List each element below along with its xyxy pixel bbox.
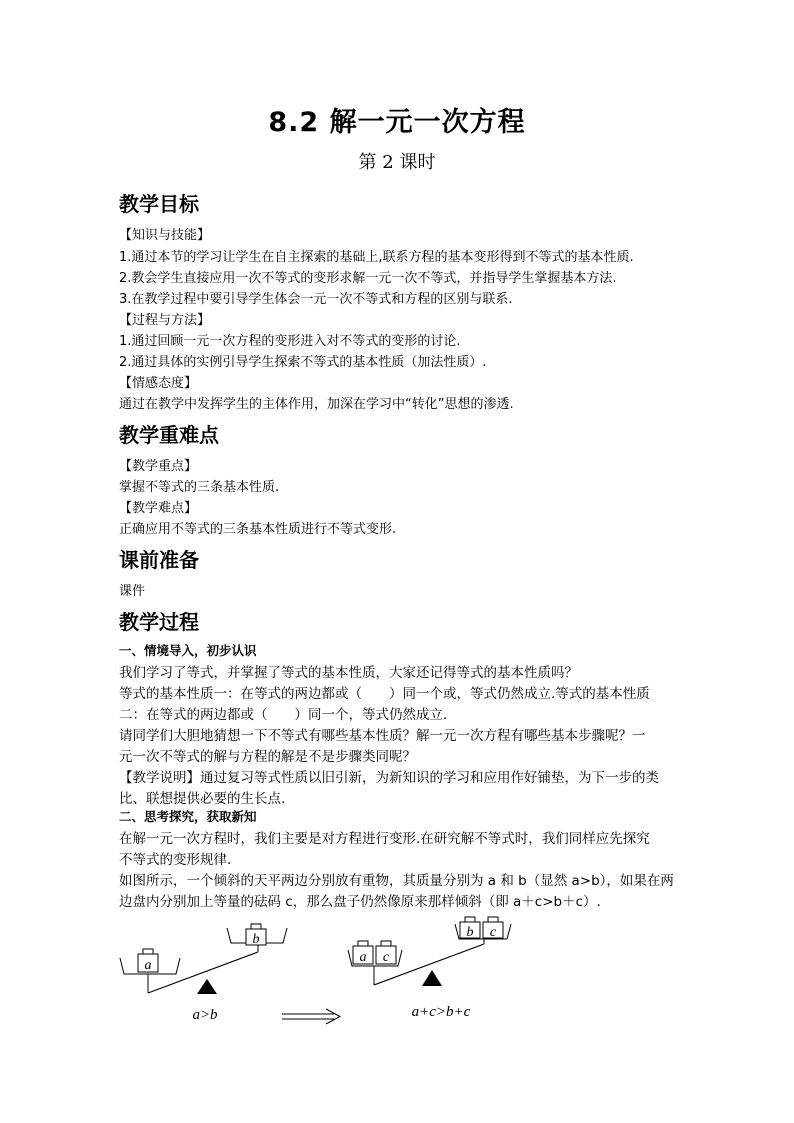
- part2-line-1: 在解一元一次方程时，我们主要是对方程进行变形.在研究解不等式时，我们同样应先探究: [119, 831, 650, 847]
- knowledge-label: 【知识与技能】: [119, 228, 211, 243]
- prep-text: 课件: [119, 584, 146, 599]
- weight-c1-label: c: [382, 950, 390, 965]
- key-text: 掌握不等式的三条基本性质.: [119, 480, 280, 495]
- left-balance: [120, 924, 287, 1023]
- knowledge-item-3: 3.在教学过程中要引导学生体会一元一次不等式和方程的区别与联系.: [119, 292, 513, 307]
- knowledge-item-2: 2.教会学生直接应用一次不等式的变形求解一元一次不等式，并指导学生掌握基本方法.: [119, 271, 617, 286]
- part1-line-4: 请同学们大胆地猜想一下不等式有哪些基本性质？解一元一次方程有哪些基本步骤呢？一: [119, 728, 646, 744]
- difficulty-label: 【教学难点】: [119, 501, 198, 516]
- process-heading: 教学过程: [119, 610, 199, 634]
- part2-line-2: 不等式的变形规律.: [119, 852, 232, 868]
- process-label: 【过程与方法】: [119, 313, 211, 328]
- weight-a-label: a: [144, 958, 152, 973]
- page-subtitle: 第 2 课时: [358, 152, 436, 173]
- attitude-label: 【情感态度】: [119, 376, 198, 391]
- prep-heading: 课前准备: [119, 548, 199, 572]
- part1-line-3: 二：在等式的两边都或（ ）同一个，等式仍然成立.: [119, 707, 448, 723]
- knowledge-item-1: 1.通过本节的学习让学生在自主探索的基础上,联系方程的基本变形得到不等式的基本性质.: [119, 250, 634, 265]
- attitude-text: 通过在教学中发挥学生的主体作用，加深在学习中“转化”思想的渗透.: [119, 397, 514, 412]
- weight-a2-label: a: [359, 950, 367, 965]
- objectives-heading: 教学目标: [119, 192, 199, 216]
- process-item-2: 2.通过具体的实例引导学生探索不等式的基本性质（加法性质）.: [119, 355, 487, 370]
- right-balance: [348, 917, 511, 1020]
- part1-line-5: 元一次不等式的解与方程的解是不是步骤类同呢？: [119, 749, 416, 765]
- part1-line-1: 我们学习了等式，并掌握了等式的基本性质，大家还记得等式的基本性质吗？: [119, 665, 578, 681]
- part1-line-6: 【教学说明】通过复习等式性质以旧引新，为新知识的学习和应用作好铺垫，为下一步的类: [119, 770, 659, 786]
- weight-b2-label: b: [466, 925, 474, 940]
- part1-line-2: 等式的基本性质一：在等式的两边都或（ ）同一个或，等式仍然成立.等式的基本性质: [119, 686, 650, 702]
- process-item-1: 1.通过回顾一元一次方程的变形进入对不等式的变形的讨论.: [119, 334, 461, 349]
- left-fulcrum: [197, 979, 217, 994]
- page-title: 8.2 解一元一次方程: [268, 107, 526, 138]
- part1-heading: 一、情境导入，初步认识: [119, 643, 257, 658]
- implies-arrow: [282, 1009, 340, 1024]
- part2-line-4: 边盘内分别加上等量的砝码 c，那么盘子仍然像原来那样倾斜（即 a＋c>b＋c）.: [119, 894, 601, 910]
- right-caption: a+c>b+c: [411, 1004, 471, 1020]
- part1-line-7: 比、联想提供必要的生长点.: [119, 791, 286, 807]
- part2-heading: 二、思考探究，获取新知: [119, 809, 257, 824]
- weight-b-label: b: [252, 932, 260, 947]
- difficulty-text: 正确应用不等式的三条基本性质进行不等式变形.: [119, 522, 397, 537]
- left-caption: a>b: [192, 1007, 218, 1023]
- key-label: 【教学重点】: [119, 459, 198, 474]
- part2-line-3: 如图所示，一个倾斜的天平两边分别放有重物，其质量分别为 a 和 b（显然 a>b），如果在两: [119, 873, 674, 889]
- key-points-heading: 教学重难点: [119, 423, 219, 447]
- weight-c2-label: c: [489, 925, 497, 940]
- right-fulcrum: [422, 970, 442, 986]
